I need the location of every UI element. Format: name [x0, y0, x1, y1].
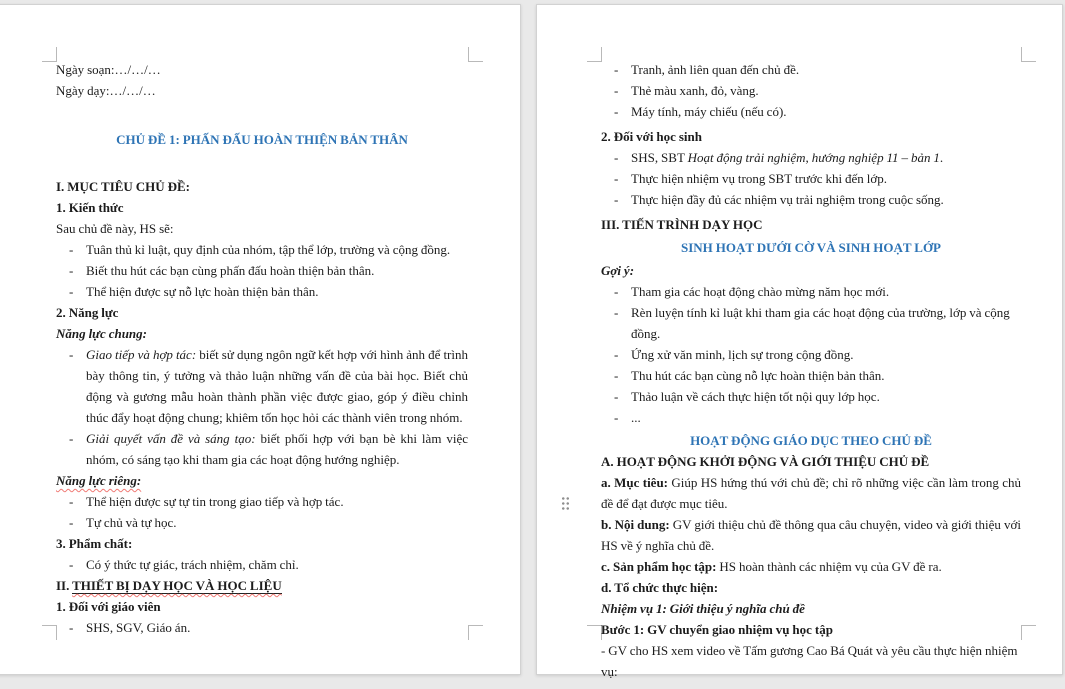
bullet-dash: -: [614, 62, 619, 77]
page-margin-corner-mark: [587, 625, 602, 640]
text-run: c. Sản phẩm học tập:: [601, 559, 720, 574]
text-run: A. HOẠT ĐỘNG KHỞI ĐỘNG VÀ GIỚI THIỆU CHỦ ĐỀ: [601, 454, 930, 469]
text-run: Ứng xử văn minh, lịch sự trong cộng đồng.: [631, 347, 854, 362]
bullet-item[interactable]: [56, 491, 468, 512]
text-run: III. TIẾN TRÌNH DẠY HỌC: [601, 217, 763, 232]
paragraph[interactable]: [601, 556, 1021, 577]
bullet-item[interactable]: [56, 428, 468, 470]
text-run: 2. Đối với học sinh: [601, 129, 702, 144]
text-run: Nhiệm vụ 1: Giới thiệu ý nghĩa chủ đề: [601, 601, 805, 616]
text-run: .: [939, 150, 944, 165]
text-run: Năng lực riêng:: [56, 473, 142, 488]
bullet-dash: -: [614, 83, 619, 98]
bullet-dash: -: [614, 347, 619, 362]
text-run: 2. Năng lực: [56, 305, 119, 320]
paragraph[interactable]: [56, 596, 468, 617]
bullet-dash: -: [69, 431, 74, 446]
text-run: biết sử dụng ngôn ngữ kết hợp với hình ảnh để trình bày thông tin, ý tưởng và thảo luận những vấn đề của bài học. Biết chủ động và gương mẫu hoàn thành phần việc được giao, góp ý điều chỉnh thúc đẩy hoạt động chung; khiêm tốn học hỏi các thành viên trong nhóm.: [86, 347, 469, 425]
section-title[interactable]: [601, 430, 1021, 451]
text-run: Giải quyết vấn đề và sáng tạo:: [86, 431, 261, 446]
bullet-dash: -: [69, 347, 74, 362]
paragraph[interactable]: [601, 514, 1021, 556]
paragraph[interactable]: [56, 470, 468, 491]
text-run: HS hoàn thành các nhiệm vụ của GV đề ra.: [719, 559, 942, 574]
bullet-item[interactable]: [601, 281, 1021, 302]
text-run: - GV cho HS xem video về Tấm gương Cao Bá Quát và yêu cầu thực hiện nhiệm vụ:: [601, 643, 1018, 679]
text-run: biết phối hợp với bạn bè khi làm việc nhóm, có sáng tạo khi tham gia các hoạt động hướng nghiệp.: [86, 431, 468, 467]
page-1-text-area[interactable]: [56, 59, 468, 638]
bullet-dash: -: [614, 104, 619, 119]
paragraph[interactable]: [56, 575, 468, 596]
text-run: 1. Đối với giáo viên: [56, 599, 161, 614]
bullet-item[interactable]: [601, 80, 1021, 101]
bullet-item[interactable]: [601, 189, 1021, 210]
bullet-dash: -: [614, 171, 619, 186]
text-run: b. Nội dung:: [601, 517, 673, 532]
paragraph[interactable]: [601, 598, 1021, 619]
page-margin-corner-mark: [468, 625, 483, 640]
paragraph[interactable]: [601, 472, 1021, 514]
text-run: CHỦ ĐỀ 1: PHẤN ĐẤU HOÀN THIỆN BẢN THÂN: [116, 132, 408, 147]
text-run: a. Mục tiêu:: [601, 475, 672, 490]
bullet-dash: -: [614, 150, 619, 165]
paragraph[interactable]: [56, 80, 468, 101]
bullet-dash: -: [614, 305, 619, 320]
bullet-item[interactable]: [601, 302, 1021, 344]
page-margin-corner-mark: [468, 47, 483, 62]
page-margin-corner-mark: [42, 625, 57, 640]
text-run: Biết thu hút các bạn cùng phấn đấu hoàn thiện bản thân.: [86, 263, 375, 278]
paragraph[interactable]: [601, 577, 1021, 598]
text-run: Tự chủ và tự học.: [86, 515, 177, 530]
text-run: Thực hiện nhiệm vụ trong SBT trước khi đến lớp.: [631, 171, 887, 186]
bullet-dash: -: [614, 368, 619, 383]
bullet-item[interactable]: [601, 407, 1021, 428]
page-2-text-area[interactable]: [601, 59, 1021, 682]
bullet-dash: -: [614, 410, 619, 425]
bullet-dash: -: [69, 242, 74, 257]
paragraph-drag-handle-icon[interactable]: [561, 496, 570, 511]
text-run: Tuân thủ kỉ luật, quy định của nhóm, tập thể lớp, trường và cộng đồng.: [86, 242, 451, 257]
text-run: Giao tiếp và hợp tác:: [86, 347, 200, 362]
bullet-dash: -: [69, 263, 74, 278]
text-run: Thu hút các bạn cùng nỗ lực hoàn thiện bản thân.: [631, 368, 885, 383]
text-run: SINH HOẠT DƯỚI CỜ VÀ SINH HOẠT LỚP: [681, 240, 941, 255]
text-run: Bước 1: GV chuyển giao nhiệm vụ học tập: [601, 622, 833, 637]
bullet-item[interactable]: [601, 101, 1021, 122]
text-run: THIẾT BỊ DẠY HỌC VÀ HỌC LIỆU: [72, 578, 282, 593]
section-title[interactable]: [601, 237, 1021, 258]
text-run: Tranh, ảnh liên quan đến chủ đề.: [631, 62, 800, 77]
bullet-item[interactable]: [601, 386, 1021, 407]
bullet-dash: -: [69, 284, 74, 299]
bullet-dash: -: [614, 284, 619, 299]
text-run: Giúp HS hứng thú với chủ đề; chỉ rõ những việc cần làm trong chủ đề để đạt được mục tiêu.: [601, 475, 1021, 511]
bullet-item[interactable]: [56, 554, 468, 575]
bullet-dash: -: [614, 389, 619, 404]
text-run: Ngày soạn:…/…/…: [56, 62, 161, 77]
bullet-item[interactable]: [601, 59, 1021, 80]
text-run: GV giới thiệu chủ đề thông qua câu chuyện, video và giới thiệu với HS về ý nghĩa chủ đề.: [601, 517, 1021, 553]
bullet-item[interactable]: [601, 147, 1021, 168]
bullet-dash: -: [614, 192, 619, 207]
text-run: Máy tính, máy chiếu (nếu có).: [631, 104, 787, 119]
text-run: Thảo luận về cách thực hiện tốt nội quy lớp học.: [631, 389, 880, 404]
bullet-item[interactable]: [56, 512, 468, 533]
bullet-dash: -: [69, 557, 74, 572]
text-run: Thể hiện được sự nỗ lực hoàn thiện bản thân.: [86, 284, 319, 299]
text-run: 1. Kiến thức: [56, 200, 124, 215]
bullet-item[interactable]: [601, 344, 1021, 365]
document-page-1[interactable]: [0, 4, 521, 675]
bullet-item[interactable]: [56, 260, 468, 281]
paragraph[interactable]: [601, 451, 1021, 472]
text-run: Năng lực chung:: [56, 326, 147, 341]
bullet-item[interactable]: [56, 281, 468, 302]
page-margin-corner-mark: [1021, 47, 1036, 62]
bullet-item[interactable]: [56, 239, 468, 260]
bullet-item[interactable]: [56, 617, 468, 638]
paragraph[interactable]: [601, 126, 1021, 147]
text-run: I. MỤC TIÊU CHỦ ĐỀ:: [56, 179, 190, 194]
text-run: Thể hiện được sự tự tin trong giao tiếp và hợp tác.: [86, 494, 344, 509]
paragraph[interactable]: [56, 197, 468, 218]
bullet-dash: -: [69, 515, 74, 530]
text-run: HOẠT ĐỘNG GIÁO DỤC THEO CHỦ ĐỀ: [690, 433, 932, 448]
paragraph[interactable]: [56, 176, 468, 197]
bullet-item[interactable]: [601, 168, 1021, 189]
text-run: Tham gia các hoạt động chào mừng năm học mới.: [631, 284, 890, 299]
section-title[interactable]: [56, 129, 468, 150]
bullet-dash: -: [69, 494, 74, 509]
text-run: Hoạt động trải nghiệm, hướng nghiệp 11 – bản 1: [687, 150, 940, 165]
text-run: Ngày dạy:…/…/…: [56, 83, 156, 98]
paragraph[interactable]: [601, 214, 1021, 235]
text-run: 3. Phẩm chất:: [56, 536, 133, 551]
bullet-dash: -: [69, 620, 74, 635]
bullet-item[interactable]: [56, 344, 468, 428]
text-run: SHS, SBT: [631, 150, 688, 165]
text-run: d. Tổ chức thực hiện:: [601, 580, 719, 595]
bullet-item[interactable]: [601, 365, 1021, 386]
text-run: II.: [56, 578, 73, 593]
text-run: Có ý thức tự giác, trách nhiệm, chăm chỉ.: [86, 557, 299, 572]
page-margin-corner-mark: [587, 47, 602, 62]
paragraph[interactable]: [56, 323, 468, 344]
paragraph[interactable]: [56, 302, 468, 323]
text-run: Rèn luyện tính kỉ luật khi tham gia các hoạt động của trường, lớp và cộng đồng.: [631, 305, 1010, 341]
page-margin-corner-mark: [1021, 625, 1036, 640]
text-run: Thẻ màu xanh, đỏ, vàng.: [631, 83, 759, 98]
text-run: SHS, SGV, Giáo án.: [86, 620, 191, 635]
text-run: Thực hiện đầy đủ các nhiệm vụ trải nghiệm trong cuộc sống.: [631, 192, 944, 207]
paragraph[interactable]: [56, 533, 468, 554]
text-run: Sau chủ đề này, HS sẽ:: [56, 221, 174, 236]
paragraph[interactable]: [601, 260, 1021, 281]
page-margin-corner-mark: [42, 47, 57, 62]
paragraph[interactable]: [601, 640, 1021, 682]
document-page-2[interactable]: [536, 4, 1063, 679]
paragraph[interactable]: [56, 218, 468, 239]
paragraph[interactable]: [601, 619, 1021, 640]
text-run: ...: [631, 410, 641, 425]
paragraph[interactable]: [56, 59, 468, 80]
text-run: Gợi ý:: [601, 263, 635, 278]
